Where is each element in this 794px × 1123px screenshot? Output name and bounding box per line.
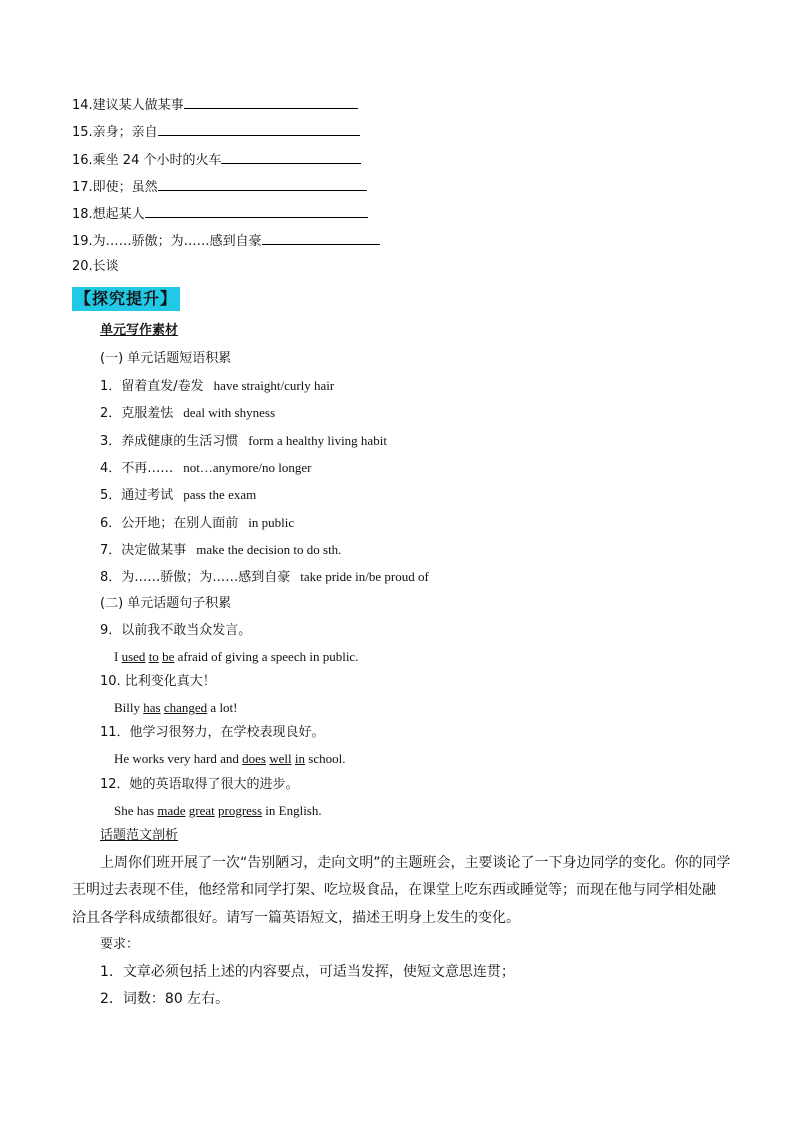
prompt-line: 上周你们班开展了一次“告别陋习，走向文明”的主题班会，主要谈论了一下身边同学的变化。你的同学 — [100, 855, 731, 871]
phrase-number: 2． — [100, 406, 122, 422]
vocab-item — [72, 150, 361, 170]
requirement-item: 1．文章必须包括上述的内容要点，可适当发挥，使短文意思连贯； — [100, 964, 515, 980]
sentence-english — [114, 699, 238, 717]
phrase-english: deal with shyness — [183, 405, 276, 421]
phrase-chinese: 克服羞怯 — [121, 406, 174, 422]
phrase-item — [100, 541, 341, 560]
phrase-number: 5． — [100, 488, 122, 504]
phrase-number: 4． — [100, 460, 122, 476]
vocab-label: 16.乘坐 24 个小时的火车 — [72, 153, 222, 168]
answer-word: changed — [163, 700, 208, 716]
writing-title: 单元写作素材 — [100, 323, 179, 338]
answer-word: well — [269, 751, 292, 767]
vocab-item — [72, 177, 367, 197]
phrase-english: have straight/curly hair — [213, 378, 335, 393]
phrase-item — [100, 568, 429, 587]
vocab-item — [72, 231, 380, 251]
vocab-item — [72, 122, 360, 142]
phrase-english: not…anymore/no longer — [183, 459, 312, 475]
phrase-item — [100, 459, 311, 478]
vocab-label: 17.即使；虽然 — [72, 180, 158, 195]
answer-word: used — [121, 649, 146, 664]
phrase-chinese: 公开地；在别人面前 — [121, 515, 239, 531]
vocab-item — [72, 204, 368, 224]
sentence-text: He works very hard and — [114, 751, 243, 767]
phrase-number: 3． — [100, 433, 122, 449]
sentence-text: a lot! — [207, 700, 238, 716]
requirements-title: 要求： — [100, 937, 140, 952]
phrase-item — [100, 404, 275, 423]
phrase-number: 8． — [100, 570, 122, 586]
sentence-text: school. — [305, 751, 346, 767]
phrase-english: form a healthy living habit — [248, 432, 387, 448]
sentence-chinese: 9．以前我不敢当众发言。 — [100, 623, 252, 638]
sentence-text: I — [114, 649, 122, 664]
answer-word: has — [143, 700, 161, 716]
phrases-title: (一) 单元话题短语积累 — [100, 351, 232, 366]
sentences-title: (二) 单元话题句子积累 — [100, 596, 232, 611]
sentence-text: Billy — [114, 700, 144, 716]
phrase-english: take pride in/be proud of — [300, 569, 429, 585]
answer-blank — [158, 177, 367, 191]
answer-word: great — [188, 802, 215, 818]
phrase-chinese: 留着直发/卷发 — [121, 379, 204, 394]
sentence-english — [114, 750, 345, 768]
phrase-item — [100, 432, 387, 451]
phrase-english: in public — [248, 514, 295, 530]
phrase-english: make the decision to do sth. — [196, 541, 342, 557]
answer-blank — [221, 150, 361, 164]
answer-word: to — [148, 649, 159, 664]
phrase-english: pass the exam — [183, 487, 257, 503]
vocab-label: 14.建议某人做某事 — [72, 98, 184, 113]
sentence-chinese: 10. 比利变化真大！ — [100, 674, 216, 690]
vocab-label: 15.亲身；亲自 — [72, 125, 158, 140]
phrase-chinese: 决定做某事 — [121, 542, 187, 558]
answer-word: be — [162, 649, 175, 664]
sentence-chinese: 11．他学习很努力，在学校表现良好。 — [100, 725, 325, 741]
phrase-number: 1． — [100, 379, 122, 394]
sentence-english — [114, 648, 358, 666]
sentence-text: She has — [114, 802, 158, 818]
answer-word: progress — [217, 802, 263, 818]
vocab-item — [72, 95, 358, 115]
phrase-item — [100, 514, 294, 533]
requirement-item: 2．词数：80 左右。 — [100, 991, 230, 1007]
vocab-label: 19.为……骄傲；为……感到自豪 — [72, 234, 262, 249]
phrase-chinese: 为……骄傲；为……感到自豪 — [121, 570, 291, 586]
prompt-line: 王明过去表现不佳，他经常和同学打架、吃垃圾食品，在课堂上吃东西或睡觉等；而现在他与同学相处融 — [72, 882, 716, 899]
answer-word: made — [157, 802, 186, 818]
answer-blank — [145, 204, 368, 218]
vocab-label: 18.想起某人 — [72, 207, 145, 222]
answer-blank — [158, 122, 360, 136]
answer-blank — [184, 95, 358, 109]
phrase-number: 7． — [100, 542, 122, 558]
answer-blank — [262, 231, 380, 245]
phrase-chinese: 通过考试 — [121, 488, 174, 504]
section-heading: 【探究提升】 — [72, 287, 180, 311]
sentence-text: afraid of giving a speech in public. — [174, 649, 359, 664]
prompt-line: 洽且各学科成绩都很好。请写一篇英语短文，描述王明身上发生的变化。 — [72, 909, 520, 926]
answer-word: in — [294, 751, 306, 767]
phrase-item — [100, 486, 256, 505]
phrase-chinese: 养成健康的生活习惯 — [121, 433, 239, 449]
answer-word: does — [242, 751, 266, 767]
analysis-title: 话题范文剖析 — [100, 828, 179, 843]
phrase-item — [100, 377, 334, 396]
sentence-english — [114, 802, 322, 820]
phrase-number: 6． — [100, 515, 122, 531]
vocab-item — [72, 258, 119, 276]
sentence-text: in English. — [262, 802, 322, 818]
vocab-label: 20.长谈 — [72, 259, 119, 274]
sentence-chinese: 12．她的英语取得了很大的进步。 — [100, 776, 299, 792]
phrase-chinese: 不再…… — [121, 460, 174, 476]
